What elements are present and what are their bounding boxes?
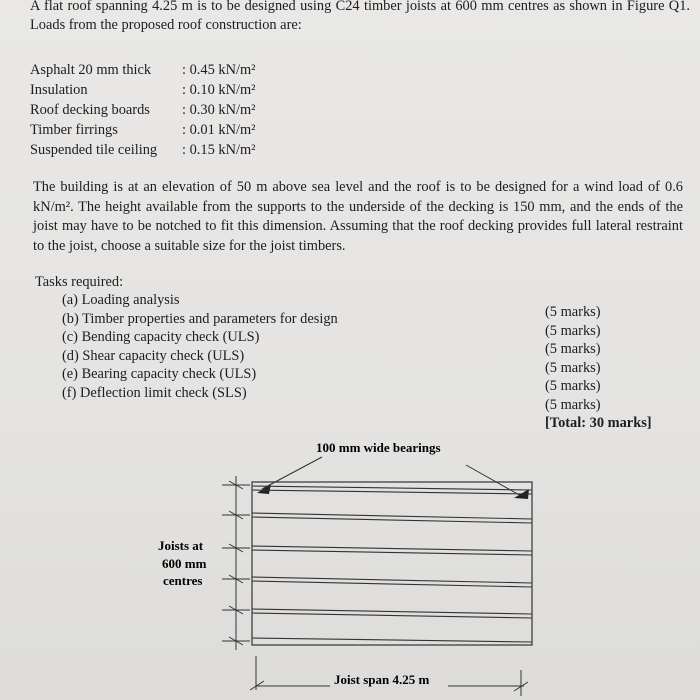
load-name: Roof decking boards	[30, 102, 150, 118]
marks-item: (5 marks)	[545, 378, 601, 394]
load-value: : 0.10 kN/m²	[182, 82, 256, 98]
joists-label-line2: 600 mm	[162, 556, 207, 571]
task-item: (f) Deflection limit check (SLS)	[62, 384, 247, 401]
task-item: (d) Shear capacity check (ULS)	[62, 347, 245, 364]
load-value: : 0.01 kN/m²	[182, 122, 256, 138]
task-item: (b) Timber properties and parameters for design	[62, 310, 338, 327]
marks-item: (5 marks)	[545, 341, 601, 357]
leader-line-left	[262, 457, 322, 489]
total-marks: [Total: 30 marks]	[545, 415, 652, 431]
joists	[252, 486, 532, 642]
load-name: Insulation	[30, 82, 88, 98]
tasks-heading: Tasks required:	[35, 274, 124, 290]
marks-list	[545, 304, 652, 434]
load-name: Asphalt 20 mm thick	[30, 62, 152, 78]
tasks-list	[62, 292, 338, 403]
spacing-dimension	[222, 476, 250, 650]
load-value: : 0.30 kN/m²	[182, 102, 256, 118]
intro-paragraph: A flat roof spanning 4.25 m is to be designed using C24 timber joists at 600 mm centres as shown in Figure Q1. Loads from the proposed roof construction are:	[30, 0, 690, 33]
joists-label-line1: Joists at	[158, 538, 204, 553]
leader-line-right	[466, 465, 523, 497]
load-name: Suspended tile ceiling	[30, 142, 158, 158]
joists-label-line3: centres	[163, 573, 203, 588]
span-label: Joist span 4.25 m	[334, 672, 430, 687]
bearing-arrow-left	[257, 484, 271, 494]
bearings-label: 100 mm wide bearings	[316, 440, 441, 455]
task-item: (a) Loading analysis	[62, 292, 180, 308]
marks-item: (5 marks)	[545, 304, 601, 320]
load-name: Timber firrings	[30, 122, 118, 138]
roof-outline	[252, 482, 532, 645]
marks-item: (5 marks)	[545, 359, 601, 376]
marks-item: (5 marks)	[545, 396, 601, 413]
marks-item: (5 marks)	[545, 322, 601, 339]
load-value: : 0.15 kN/m²	[182, 142, 256, 158]
task-item: (c) Bending capacity check (ULS)	[62, 329, 260, 345]
figure-q1	[0, 420, 700, 700]
problem-paragraph: The building is at an elevation of 50 m above sea level and the roof is to be designed for a wind load of 0.6 kN/m². The height available from the supports to the underside of the decking is 150 mm, and the ends of the joist may have to be notched to fit this dimension. Assuming that the roof decking provides full lateral restraint to the joist, choose a suitable size for the joist timbers.	[33, 179, 683, 254]
task-item: (e) Bearing capacity check (ULS)	[62, 366, 257, 382]
load-value: : 0.45 kN/m²	[182, 62, 256, 78]
